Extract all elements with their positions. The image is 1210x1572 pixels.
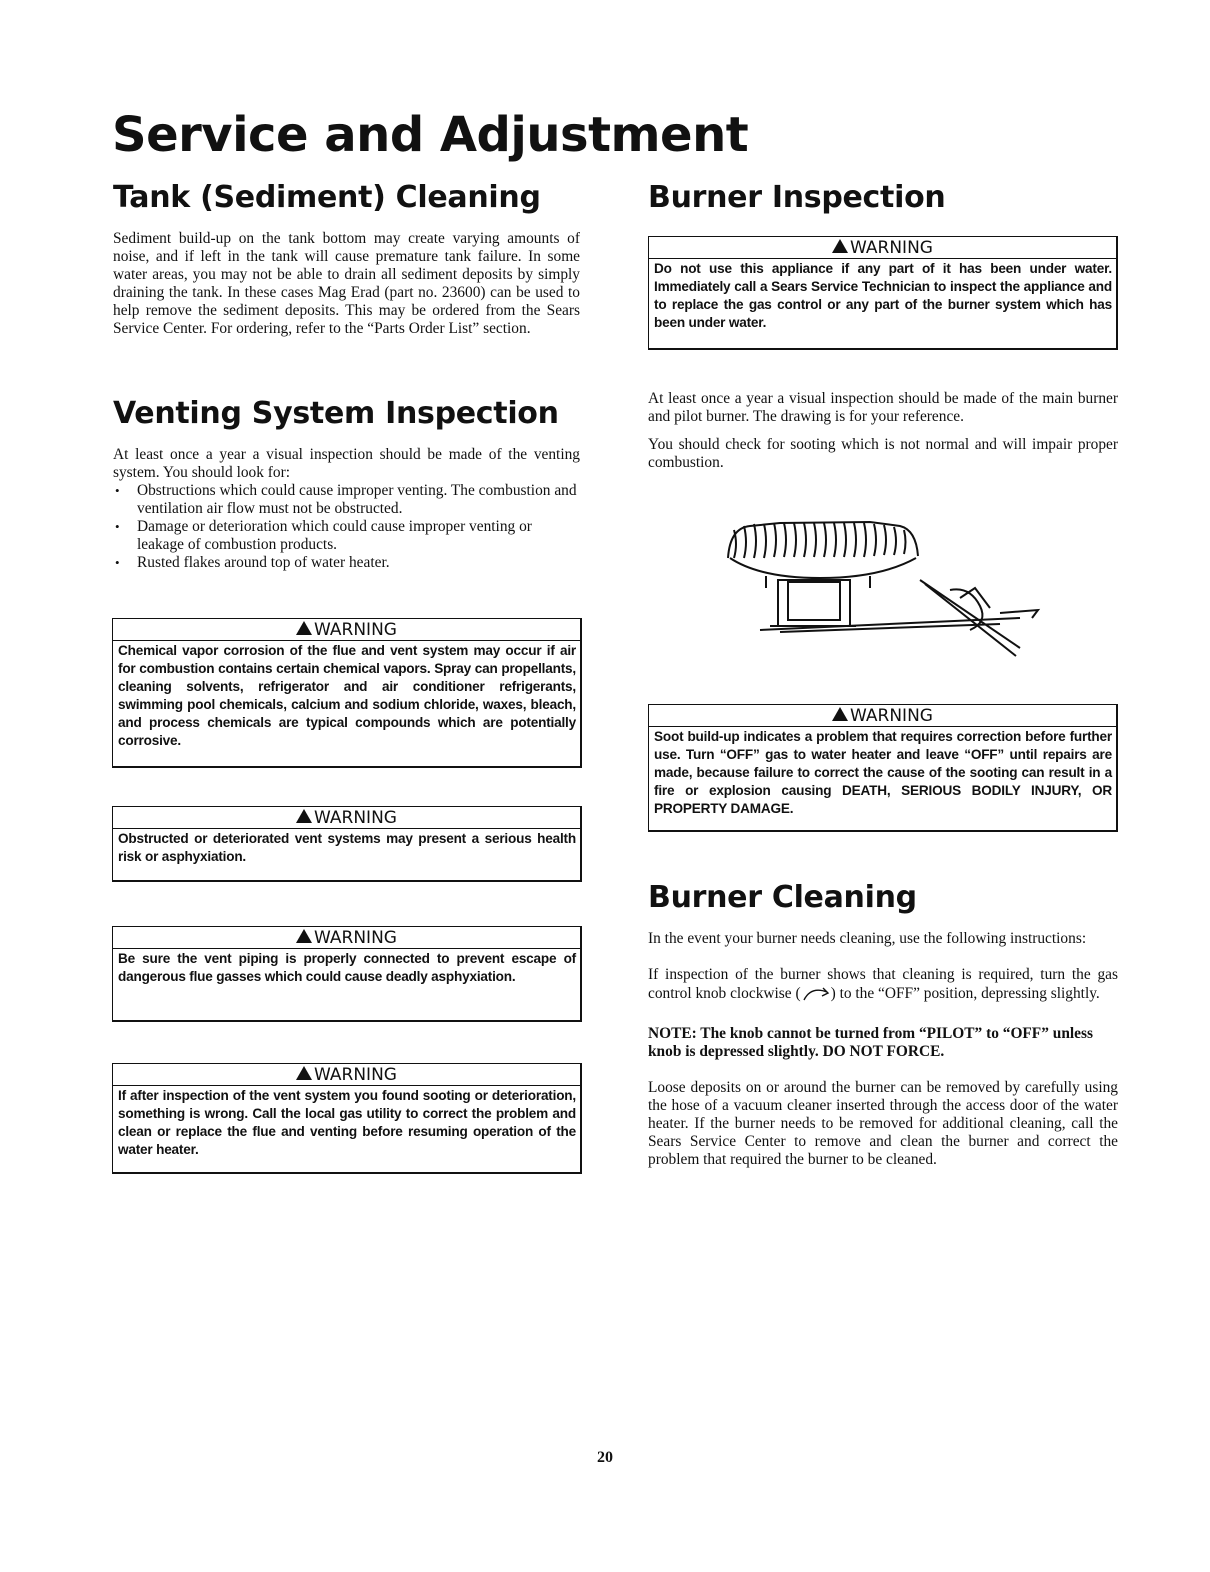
burner-cleaning-heading: Burner Cleaning [648, 880, 917, 915]
burner-inspection-para-2: You should check for sooting which is not normal and will impair proper combustion. [648, 436, 1118, 471]
warning-label: WARNING [850, 706, 933, 726]
page-title: Service and Adjustment [112, 107, 749, 163]
burner-cleaning-para-2-start: If inspection of the burner shows that cleaning is required, turn the gas control knob clockwise ( [648, 966, 1118, 1002]
page-number: 20 [597, 1449, 613, 1466]
warning-text: Soot build-up indicates a problem that requires correction before further use. Turn “OFF” gas to water heater and leave “OFF” until repairs are made, because failure to correct the cause of the sooting can result in a fire or explosion causing DEATH, SERIOUS BODILY INJURY, OR PROPERTY DAMAGE. [654, 729, 1112, 816]
tank-cleaning-body: Sediment build-up on the tank bottom may create varying amounts of noise, and if left in the tank will cause premature tank failure. In some water areas, you may not be able to drain all sediment deposits by simply draining the tank. In these cases Mag Erad (part no. 23600) can be used to help remove the sediment deposits. This may be ordered from the Sears Service Center. For ordering, refer to the “Parts Order List” section. [113, 230, 580, 337]
clockwise-arrow-icon [801, 984, 831, 1007]
warning-label: WARNING [314, 620, 397, 640]
burner-cleaning-para-1: In the event your burner needs cleaning, use the following instructions: [648, 930, 1087, 947]
burner-drawing-icon [720, 518, 1050, 663]
warning-text: Chemical vapor corrosion of the flue and vent system may occur if air for combustion contains certain chemical vapors. Spray can propellants, cleaning solvents, refrigerator and air conditioner refrigerants, swimming pool chemicals, calcium and sodium chloride, waxes, bleach, and process chemicals are typical compounds which are potentially corrosive. [118, 643, 576, 748]
warning-triangle-icon [832, 707, 848, 721]
warning-header [113, 927, 580, 949]
venting-heading: Venting System Inspection [113, 396, 559, 431]
warning-header [649, 705, 1116, 727]
warning-header [649, 237, 1116, 259]
venting-checklist [113, 482, 580, 572]
warning-text: Do not use this appliance if any part of it has been under water. Immediately call a Sears Service Technician to inspect the appliance and to replace the gas control or any part of the burner system which has been under water. [654, 261, 1112, 330]
burner-cleaning-para-3: Loose deposits on or around the burner can be removed by carefully using the hose of a vacuum cleaner inserted through the access door of the water heater. If the burner needs to be removed for additional cleaning, call the Sears Service Center to remove and clean the burner and correct the problem that required the burner to be cleaned. [648, 1079, 1118, 1168]
warning-text: If after inspection of the vent system you found sooting or deterioration, something is wrong. Call the local gas utility to correct the problem and clean or replace the flue and venting before resuming operation of the water heater. [118, 1088, 576, 1157]
burner-cleaning-section [648, 880, 1118, 1169]
burner-inspection-heading-block [648, 180, 1118, 216]
warning-soot-buildup [648, 704, 1118, 832]
warning-triangle-icon [296, 1066, 312, 1080]
burner-inspection-para-1: At least once a year a visual inspection should be made of the main burner and pilot burner. The drawing is for your reference. [648, 390, 1118, 425]
warning-header [113, 619, 580, 641]
burner-inspection-text [648, 390, 1118, 472]
warning-header [113, 807, 580, 829]
tank-cleaning-heading: Tank (Sediment) Cleaning [113, 180, 541, 215]
warning-triangle-icon [832, 239, 848, 253]
venting-intro: At least once a year a visual inspection should be made of the venting system. You should look for: [113, 446, 580, 481]
warning-sooting-found [112, 1063, 582, 1174]
burner-cleaning-para-2 [648, 966, 1118, 1007]
warning-header [113, 1064, 580, 1086]
list-item: • Damage or deterioration which could cause improper venting or leakage of combustion products. [113, 518, 580, 554]
burner-cleaning-note: NOTE: The knob cannot be turned from “PILOT” to “OFF” unless knob is depressed slightly. DO NOT FORCE. [648, 1025, 1093, 1060]
warning-chemical-vapor [112, 618, 582, 768]
warning-label: WARNING [314, 808, 397, 828]
warning-label: WARNING [850, 238, 933, 258]
burner-illustration [720, 518, 1050, 663]
warning-vent-piping [112, 926, 582, 1022]
warning-text: Obstructed or deteriorated vent systems may present a serious health risk or asphyxiation. [118, 831, 576, 864]
warning-label: WARNING [314, 928, 397, 948]
list-item: • Obstructions which could cause improper venting. The combustion and ventilation air flow must not be obstructed. [113, 482, 580, 518]
warning-triangle-icon [296, 929, 312, 943]
warning-label: WARNING [314, 1065, 397, 1085]
warning-text: Be sure the vent piping is properly connected to prevent escape of dangerous flue gasses which could cause deadly asphyxiation. [118, 951, 576, 984]
warning-triangle-icon [296, 621, 312, 635]
burner-cleaning-para-2-end: ) to the “OFF” position, depressing slightly. [830, 985, 1100, 1002]
burner-inspection-heading: Burner Inspection [648, 180, 946, 215]
warning-triangle-icon [296, 809, 312, 823]
warning-under-water [648, 236, 1118, 350]
list-item: • Rusted flakes around top of water heater. [113, 554, 580, 572]
venting-section [113, 396, 580, 572]
warning-obstructed-vent [112, 806, 582, 882]
tank-cleaning-section [113, 180, 580, 338]
